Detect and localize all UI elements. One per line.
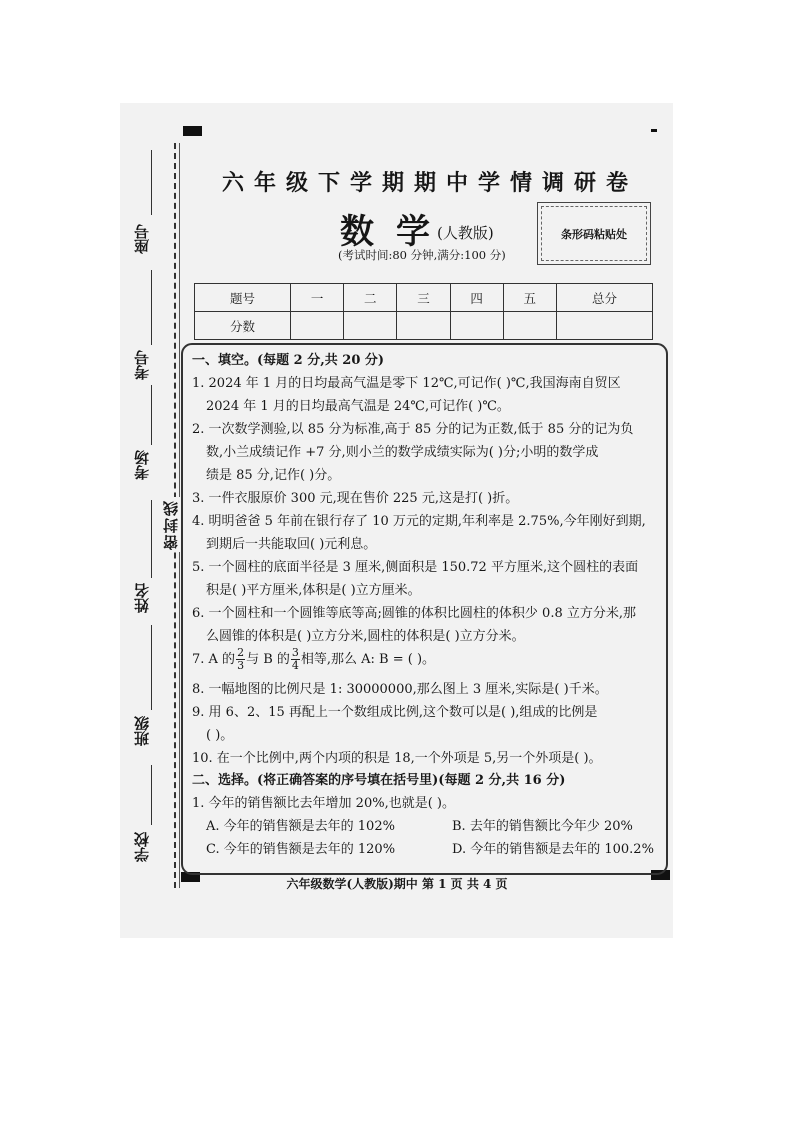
question-line: 10. 在一个比例中,两个内项的积是 18,一个外项是 5,另一个外项是( )。	[192, 751, 602, 766]
seat-label: 座号	[133, 224, 151, 254]
score-cell: 三	[397, 284, 450, 312]
score-table	[194, 283, 653, 340]
fraction-three-quarters	[291, 647, 300, 672]
school-label: 学校	[133, 832, 151, 862]
subject-title: 数学	[340, 212, 452, 252]
edition-label: (人教版)	[437, 224, 494, 242]
q7-part-a: 7. A 的	[192, 652, 236, 667]
class-label: 班级	[133, 716, 151, 746]
score-cell: 五	[503, 284, 556, 312]
question-line: 数,小兰成绩记作 +7 分,则小兰的数学成绩实际为( )分;小明的数学成	[206, 445, 599, 460]
fraction-denominator: 3	[237, 659, 245, 672]
question-line: 积是( )平方厘米,体积是( )立方厘米。	[206, 583, 421, 598]
exam-no-line	[151, 270, 152, 345]
question-line: 6. 一个圆柱和一个圆锥等底等高;圆锥的体积比圆柱的体积少 0.8 立方分米,那	[192, 606, 636, 621]
fraction-numerator: 3	[291, 646, 299, 659]
score-table-score-row	[195, 312, 653, 340]
question-line: 3. 一件衣服原价 300 元,现在售价 225 元,这是打( )折。	[192, 491, 519, 506]
question-line: 2. 一次数学测验,以 85 分为标准,高于 85 分的记为正数,低于 85 分的记为负	[192, 422, 634, 437]
fraction-denominator: 4	[291, 659, 299, 672]
score-cell: 一	[291, 284, 344, 312]
exam-title: 六年级下学期期中学情调研卷	[221, 171, 638, 196]
registration-mark-top-right	[651, 129, 657, 132]
question-line: 8. 一幅地图的比例尺是 1: 30000000,那么图上 3 厘米,实际是( )千米。	[192, 682, 608, 697]
score-input-cell[interactable]	[450, 312, 503, 340]
exam-room-line	[151, 385, 152, 445]
exam-room-label: 考场	[133, 450, 151, 480]
question-line: 1. 2024 年 1 月的日均最高气温是零下 12℃,可记作( )℃,我国海南自贸区	[192, 376, 621, 391]
score-cell: 分数	[195, 312, 291, 340]
page-footer: 六年级数学(人教版)期中 第 1 页 共 4 页	[286, 877, 508, 891]
registration-mark-top-left	[183, 126, 202, 136]
question-line: 么圆锥的体积是( )立方分米,圆柱的体积是( )立方分米。	[206, 629, 525, 644]
option-a[interactable]: A. 今年的销售额是去年的 102%	[206, 819, 395, 834]
exam-info: (考试时间:80 分钟,满分:100 分)	[338, 248, 506, 262]
score-input-cell[interactable]	[344, 312, 397, 340]
question-line: 1. 今年的销售额比去年增加 20%,也就是( )。	[192, 796, 455, 811]
question-line: 9. 用 6、2、15 再配上一个数组成比例,这个数可以是( ),组成的比例是	[192, 705, 598, 720]
score-cell: 四	[450, 284, 503, 312]
score-cell: 二	[344, 284, 397, 312]
school-line	[151, 765, 152, 825]
score-cell: 题号	[195, 284, 291, 312]
option-b[interactable]: B. 去年的销售额比今年少 20%	[452, 819, 633, 834]
barcode-box	[537, 202, 651, 265]
question-line: ( )。	[206, 728, 234, 743]
fraction-numerator: 2	[237, 646, 245, 659]
fraction-two-thirds	[236, 647, 245, 672]
option-d[interactable]: D. 今年的销售额是去年的 100.2%	[452, 842, 654, 857]
question-line: 4. 明明爸爸 5 年前在银行存了 10 万元的定期,年利率是 2.75%,今年刚好到期,	[192, 514, 646, 529]
q7-part-c: 相等,那么 A: B = ( )。	[300, 652, 436, 667]
section2-heading: 二、选择。(将正确答案的序号填在括号里)(每题 2 分,共 16 分)	[192, 773, 566, 788]
score-input-cell[interactable]	[397, 312, 450, 340]
score-cell: 总分	[556, 284, 652, 312]
question-line: 2024 年 1 月的日均最高气温是 24℃,可记作( )℃。	[206, 399, 510, 414]
barcode-label: 条形码粘贴处	[541, 206, 647, 261]
score-input-cell[interactable]	[291, 312, 344, 340]
question-line: 到期后一共能取回( )元利息。	[206, 537, 377, 552]
question-line: 5. 一个圆柱的底面半径是 3 厘米,侧面积是 150.72 平方厘米,这个圆柱的表面	[192, 560, 639, 575]
score-input-cell[interactable]	[503, 312, 556, 340]
score-table-header-row	[195, 284, 653, 312]
seat-line	[151, 150, 152, 215]
name-line	[151, 500, 152, 578]
section1-heading: 一、填空。(每题 2 分,共 20 分)	[192, 353, 385, 368]
option-c[interactable]: C. 今年的销售额是去年的 120%	[206, 842, 396, 857]
q7-part-b: 与 B 的	[246, 652, 290, 667]
name-label: 姓名	[133, 583, 151, 613]
seal-line-label: 密封线	[162, 499, 180, 550]
score-input-cell[interactable]	[556, 312, 652, 340]
class-line	[151, 625, 152, 710]
exam-no-label: 考号	[133, 350, 151, 380]
question-7	[192, 646, 660, 674]
question-line: 绩是 85 分,记作( )分。	[206, 468, 341, 483]
